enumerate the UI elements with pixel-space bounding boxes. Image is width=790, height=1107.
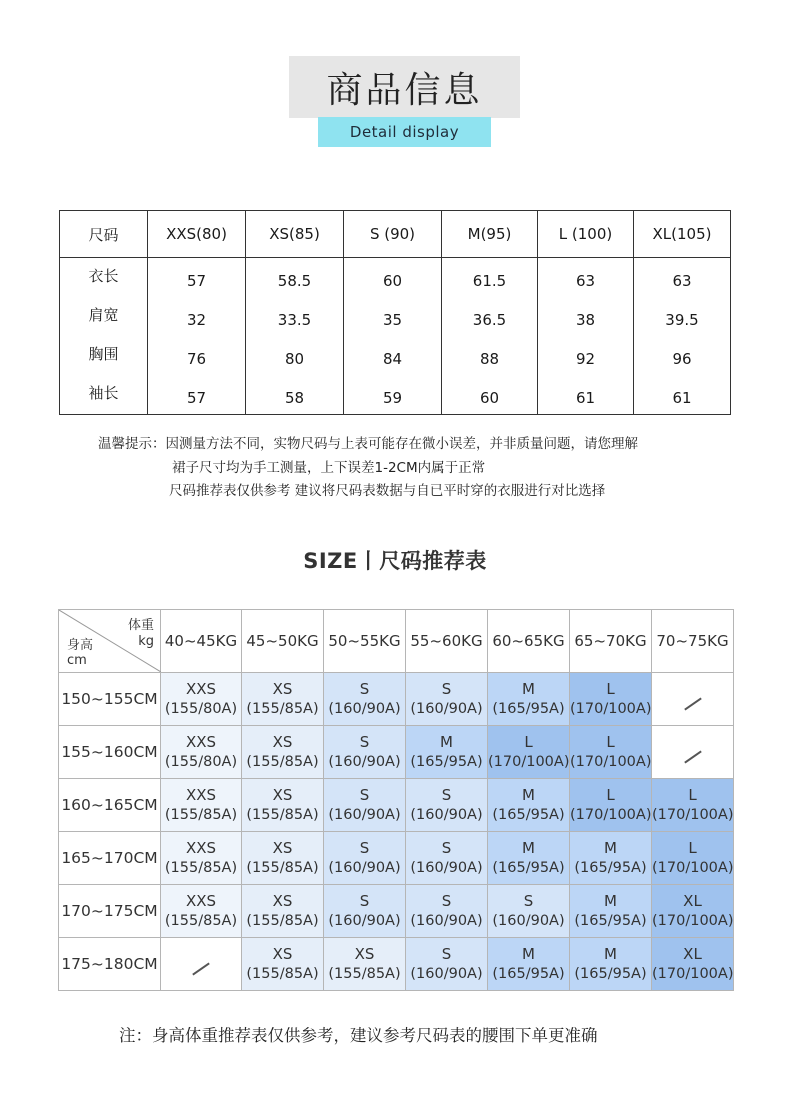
recommend-row [59, 726, 734, 779]
size-cell-spec: (160/90A) [410, 913, 483, 929]
size-cell [488, 832, 570, 885]
size-table-cell: 57 [148, 375, 246, 415]
size-cell-spec: (170/100A) [652, 966, 734, 982]
size-cell-spec: (170/100A) [652, 807, 734, 823]
recommend-title: SIZE丨尺码推荐表 [303, 549, 487, 573]
page-subtitle: Detail display [318, 117, 491, 147]
size-table-row-label: 肩宽 [60, 297, 148, 336]
size-cell [406, 779, 488, 832]
size-table-cell: 58.5 [246, 258, 344, 298]
weight-header: 45~50KG [242, 610, 324, 673]
size-table-cell: 60 [344, 258, 442, 298]
size-cell [242, 779, 324, 832]
size-table-cell: 59 [344, 375, 442, 415]
size-cell [406, 726, 488, 779]
size-table-row-label: 胸围 [60, 336, 148, 375]
recommend-row [59, 832, 734, 885]
corner-weight [128, 618, 154, 650]
size-table-header-cell: L (100) [538, 211, 634, 258]
size-cell-spec: (165/95A) [410, 754, 483, 770]
size-table-cell: 80 [246, 336, 344, 375]
weight-header: 50~55KG [324, 610, 406, 673]
size-cell-size: XXS [185, 680, 217, 698]
size-cell [161, 726, 242, 779]
size-cell-spec: (160/90A) [410, 966, 483, 982]
size-table-cell: 61 [634, 375, 731, 415]
size-table-row [60, 336, 731, 375]
size-cell-size: XXS [185, 733, 217, 751]
size-cell-size: M [522, 786, 535, 804]
size-cell-size: L [606, 680, 615, 698]
size-cell [242, 673, 324, 726]
size-table-cell: 76 [148, 336, 246, 375]
size-table-cell: 35 [344, 297, 442, 336]
size-table [59, 210, 731, 415]
size-cell-size: S [359, 839, 370, 857]
size-table-cell: 61.5 [442, 258, 538, 298]
corner-height-label: 身高 [67, 638, 94, 653]
height-label: 165~170CM [59, 832, 161, 885]
size-cell-size: S [359, 680, 370, 698]
size-cell-spec: (155/85A) [164, 913, 238, 929]
size-cell-size: L [688, 786, 697, 804]
size-cell-size: S [441, 839, 452, 857]
size-cell-spec: (165/95A) [492, 860, 565, 876]
size-cell-size: XXS [185, 839, 217, 857]
size-table-cell: 36.5 [442, 297, 538, 336]
height-label: 160~165CM [59, 779, 161, 832]
weight-header: 40~45KG [161, 610, 242, 673]
size-cell-spec: (170/100A) [570, 807, 652, 823]
size-cell-size: XS [354, 945, 375, 963]
size-table-header-cell: XXS(80) [148, 211, 246, 258]
size-cell [161, 885, 242, 938]
size-cell [488, 673, 570, 726]
size-table-cell: 63 [634, 258, 731, 298]
size-cell-size: XS [272, 786, 293, 804]
size-table-cell: 32 [148, 297, 246, 336]
empty-cell [652, 673, 734, 726]
size-table-header-cell: S (90) [344, 211, 442, 258]
size-cell-size: M [522, 680, 535, 698]
size-cell-size: M [522, 945, 535, 963]
size-table-row [60, 375, 731, 415]
size-cell [406, 673, 488, 726]
size-cell [161, 832, 242, 885]
corner-cell [59, 610, 161, 673]
size-table-cell: 63 [538, 258, 634, 298]
size-cell-spec: (165/95A) [492, 966, 565, 982]
size-cell-size: M [522, 839, 535, 857]
recommend-row [59, 779, 734, 832]
corner-cm-label: cm [67, 653, 87, 668]
size-cell [324, 726, 406, 779]
size-cell [324, 885, 406, 938]
size-cell [488, 779, 570, 832]
size-table-cell: 96 [634, 336, 731, 375]
weight-header: 65~70KG [570, 610, 652, 673]
size-cell-spec: (155/85A) [246, 913, 319, 929]
size-cell [652, 779, 734, 832]
size-cell-size: XS [272, 945, 293, 963]
corner-height [67, 638, 93, 668]
size-cell-spec: (165/95A) [574, 913, 647, 929]
size-cell-spec: (155/80A) [164, 754, 238, 770]
note-line-3: 尺码推荐表仅供参考 建议将尺码表数据与自已平时穿的衣服进行对比选择 [169, 483, 606, 499]
size-cell [570, 726, 652, 779]
size-cell-spec: (170/100A) [652, 913, 734, 929]
size-cell-spec: (160/90A) [492, 913, 565, 929]
size-cell [324, 938, 406, 991]
size-table-row [60, 297, 731, 336]
size-cell-size: XXS [185, 892, 217, 910]
size-cell-spec: (160/90A) [328, 701, 401, 717]
size-cell-spec: (155/85A) [246, 701, 319, 717]
size-table-cell: 58 [246, 375, 344, 415]
size-cell-size: S [441, 680, 452, 698]
size-cell [570, 673, 652, 726]
size-cell-spec: (170/100A) [570, 754, 652, 770]
size-table-cell: 38 [538, 297, 634, 336]
size-cell [570, 832, 652, 885]
size-cell [652, 938, 734, 991]
size-cell-size: XXS [185, 786, 217, 804]
size-cell [324, 832, 406, 885]
size-cell-spec: (160/90A) [410, 701, 483, 717]
size-cell-spec: (155/85A) [246, 807, 319, 823]
size-cell-spec: (155/85A) [328, 966, 401, 982]
size-cell-size: S [441, 786, 452, 804]
size-cell-size: M [604, 839, 617, 857]
size-table-cell: 84 [344, 336, 442, 375]
size-table-cell: 33.5 [246, 297, 344, 336]
size-cell-spec: (155/85A) [246, 966, 319, 982]
note-line-1: 温馨提示：因测量方法不同，实物尺码与上表可能存在微小误差，并非质量问题，请您理解 [98, 436, 638, 452]
empty-cell [161, 938, 242, 991]
size-cell-spec: (160/90A) [328, 913, 401, 929]
size-cell-size: S [441, 945, 452, 963]
not-applicable-slash-icon [684, 697, 702, 710]
size-cell [406, 938, 488, 991]
size-cell-size: XL [683, 945, 702, 963]
size-cell [652, 832, 734, 885]
size-cell-spec: (165/95A) [574, 860, 647, 876]
size-cell-size: L [606, 733, 615, 751]
corner-weight-label: 体重 [127, 618, 154, 633]
size-recommend-table [58, 609, 734, 991]
size-cell [652, 885, 734, 938]
size-table-row [60, 258, 731, 298]
size-cell [242, 885, 324, 938]
size-table-row-label: 袖长 [60, 375, 148, 415]
note-line-2: 裙子尺寸均为手工测量，上下误差1-2CM内属于正常 [172, 460, 486, 476]
height-label: 150~155CM [59, 673, 161, 726]
size-cell-size: S [359, 733, 370, 751]
size-cell [488, 726, 570, 779]
size-cell-size: M [604, 945, 617, 963]
size-cell [570, 938, 652, 991]
footer-note: 注：身高体重推荐表仅供参考，建议参考尺码表的腰围下单更准确 [119, 1026, 598, 1045]
size-cell-spec: (160/90A) [328, 807, 401, 823]
size-table-cell: 88 [442, 336, 538, 375]
size-cell-size: L [524, 733, 533, 751]
height-label: 175~180CM [59, 938, 161, 991]
corner-kg-label: kg [138, 634, 154, 649]
weight-header: 55~60KG [406, 610, 488, 673]
size-table-header [60, 211, 731, 258]
size-table-row-label: 衣长 [60, 258, 148, 298]
recommend-row [59, 938, 734, 991]
size-cell-size: S [359, 892, 370, 910]
size-cell [242, 726, 324, 779]
size-cell-spec: (170/100A) [488, 754, 570, 770]
size-cell [406, 885, 488, 938]
size-table-header-cell: M(95) [442, 211, 538, 258]
size-cell-size: S [523, 892, 534, 910]
not-applicable-slash-icon [192, 962, 210, 975]
size-cell-spec: (165/95A) [574, 966, 647, 982]
height-label: 170~175CM [59, 885, 161, 938]
empty-cell [652, 726, 734, 779]
size-table-header-cell: XL(105) [634, 211, 731, 258]
size-cell [324, 779, 406, 832]
size-cell-spec: (155/85A) [164, 807, 238, 823]
recommend-header-row [59, 610, 734, 673]
size-table-header-cell: 尺码 [60, 211, 148, 258]
size-cell [406, 832, 488, 885]
height-label: 155~160CM [59, 726, 161, 779]
size-cell-size: L [688, 839, 697, 857]
size-cell-spec: (160/90A) [410, 860, 483, 876]
size-cell-spec: (170/100A) [652, 860, 734, 876]
size-cell-size: XS [272, 680, 293, 698]
size-cell-spec: (155/80A) [164, 701, 238, 717]
size-cell-size: XS [272, 892, 293, 910]
size-cell-size: L [606, 786, 615, 804]
recommend-row [59, 673, 734, 726]
not-applicable-slash-icon [684, 750, 702, 763]
size-cell-size: XS [272, 733, 293, 751]
size-cell-size: M [604, 892, 617, 910]
recommend-row [59, 885, 734, 938]
size-cell [570, 779, 652, 832]
size-table-cell: 60 [442, 375, 538, 415]
size-cell-spec: (155/85A) [246, 860, 319, 876]
size-cell-spec: (165/95A) [492, 807, 565, 823]
weight-header: 70~75KG [652, 610, 734, 673]
size-cell-spec: (170/100A) [570, 701, 652, 717]
weight-header: 60~65KG [488, 610, 570, 673]
size-cell [161, 673, 242, 726]
size-cell-spec: (155/85A) [246, 754, 319, 770]
size-cell [570, 885, 652, 938]
size-cell-spec: (155/85A) [164, 860, 238, 876]
page-title: 商品信息 [289, 56, 520, 118]
size-table-cell: 92 [538, 336, 634, 375]
size-cell-spec: (160/90A) [328, 754, 401, 770]
size-table-header-cell: XS(85) [246, 211, 344, 258]
size-cell [324, 673, 406, 726]
size-cell-size: M [440, 733, 453, 751]
size-cell-spec: (160/90A) [410, 807, 483, 823]
size-cell [161, 779, 242, 832]
size-cell-spec: (165/95A) [492, 701, 565, 717]
size-cell [242, 832, 324, 885]
size-cell [488, 938, 570, 991]
size-cell-size: S [441, 892, 452, 910]
size-table-cell: 39.5 [634, 297, 731, 336]
size-cell-size: XS [272, 839, 293, 857]
size-cell [488, 885, 570, 938]
size-cell-spec: (160/90A) [328, 860, 401, 876]
size-cell [242, 938, 324, 991]
size-cell-size: S [359, 786, 370, 804]
size-cell-size: XL [683, 892, 702, 910]
size-table-cell: 61 [538, 375, 634, 415]
size-table-cell: 57 [148, 258, 246, 298]
